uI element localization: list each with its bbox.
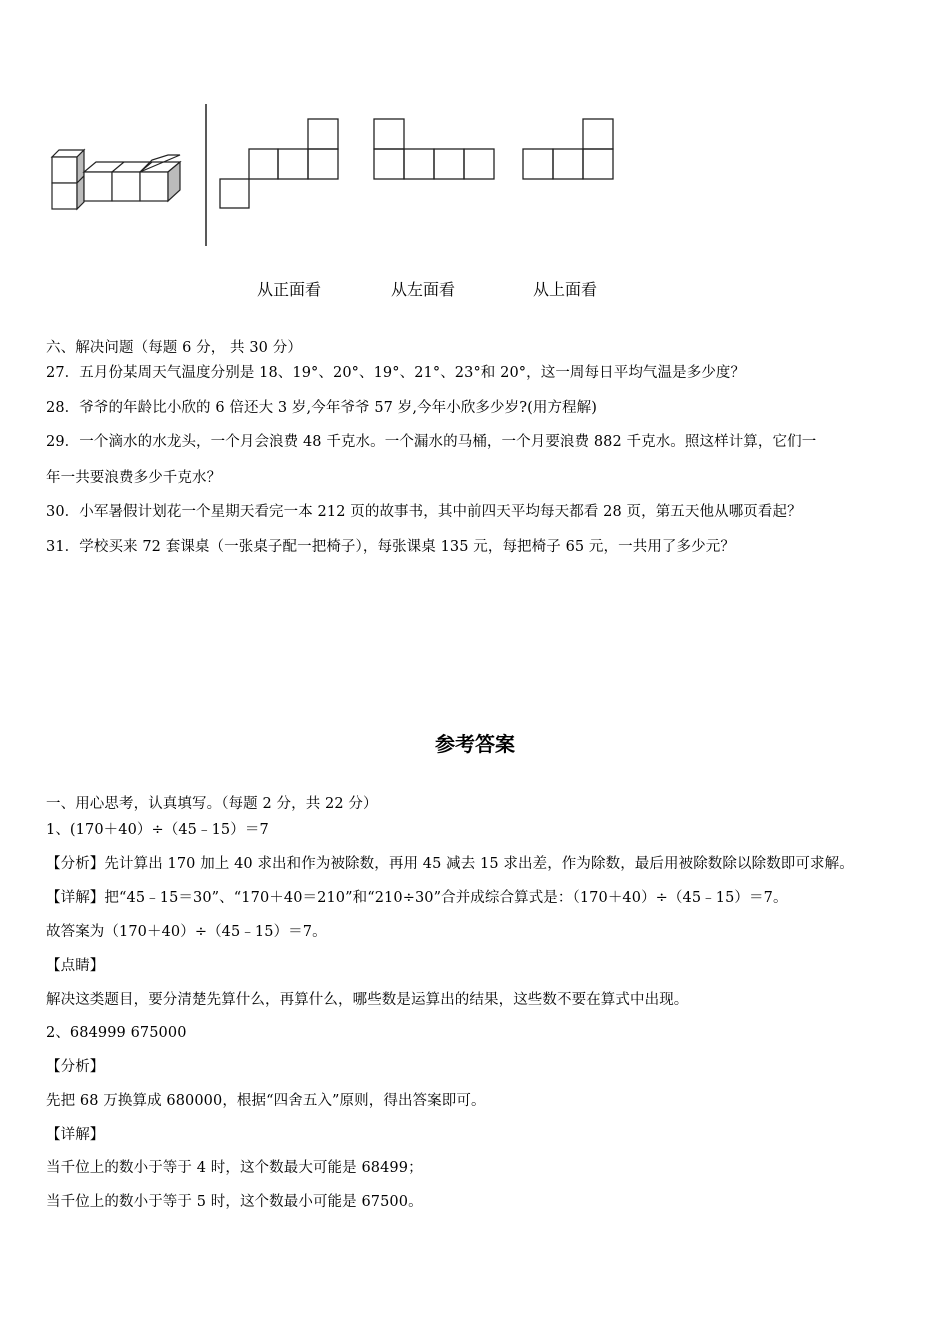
answer-2-detail-1: 当千位上的数小于等于 4 时，这个数最大可能是 68499； [46,1160,423,1176]
front-view-grid [220,119,338,208]
question-29-line1: 29．一个滴水的水龙头，一个月会浪费 48 千克水。一个漏水的马桶，一个月要浪费 882 千克水。照这样计算，它们一 [46,434,817,450]
front-view-label: 从正面看 [257,280,322,299]
three-view-figure [0,0,950,330]
question-29-line2: 年一共要浪费多少千克水？ [46,470,222,486]
top-view-label: 从上面看 [533,280,598,299]
answer-1: 1、(170＋40）÷（45﹣15）＝7 [46,822,269,838]
left-view-label: 从左面看 [391,280,456,299]
question-30: 30．小军暑假计划花一个星期天看完一本 212 页的故事书，其中前四天平均每天都看 28 页，第五天他从哪页看起？ [46,504,802,520]
answer-1-comment: 解决这类题目，要分清楚先算什么，再算什么，哪些数是运算出的结果，这些数不要在算式中出现。 [46,992,689,1008]
answer-2-detail-2: 当千位上的数小于等于 5 时，这个数最小可能是 67500。 [46,1194,423,1210]
answer-2-analysis: 先把 68 万换算成 680000，根据“四舍五入”原则，得出答案即可。 [46,1093,486,1109]
question-27: 27．五月份某周天气温度分别是 18、19°、20°、19°、21°、23°和 20°，这一周每日平均气温是多少度？ [46,365,746,381]
answer-2: 2、684999 675000 [46,1025,187,1041]
question-28: 28．爷爷的年龄比小欣的 6 倍还大 3 岁,今年爷爷 57 岁,今年小欣多少岁?(用方程解) [46,400,598,416]
answer-1-detail: 【详解】把“45﹣15＝30”、“170＋40＝210”和“210÷30”合并成综合算式是：（170＋40）÷（45﹣15）＝7。 [46,890,788,906]
answer-1-conclusion: 故答案为（170＋40）÷（45﹣15）＝7。 [46,924,327,940]
question-31: 31．学校买来 72 套课桌（一张桌子配一把椅子），每张课桌 135 元，每把椅子 65 元，一共用了多少元？ [46,539,735,555]
answer-2-analysis-label: 【分析】 [46,1059,105,1075]
answers-title: 参考答案 [435,732,515,756]
answer-2-detail-label: 【详解】 [46,1127,105,1143]
solid-3d-drawing [52,150,180,209]
left-view-grid [374,119,494,179]
top-view-grid [523,119,613,179]
section-6-heading: 六、解决问题（每题 6 分， 共 30 分） [46,340,302,356]
answers-section-1-heading: 一、用心思考，认真填写。（每题 2 分，共 22 分） [46,796,378,812]
answer-1-comment-label: 【点睛】 [46,958,105,974]
answer-1-analysis: 【分析】先计算出 170 加上 40 求出和作为被除数，再用 45 减去 15 求出差，作为除数，最后用被除数除以除数即可求解。 [46,856,854,872]
